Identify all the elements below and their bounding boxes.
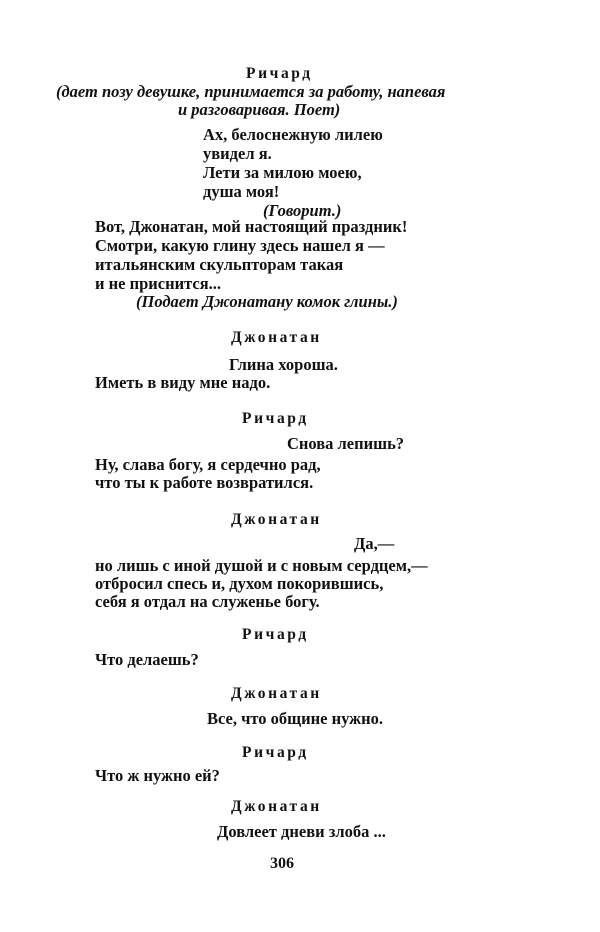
speech-line: но лишь с иной душой и с новым сердцем,— bbox=[95, 556, 428, 575]
speaker-name: Ричард bbox=[246, 65, 313, 82]
stage-direction: (дает позу девушке, принимается за работу, напевая bbox=[56, 82, 446, 101]
speech-line: итальянским скульпторам такая bbox=[95, 255, 344, 274]
speech-line: Что делаешь? bbox=[95, 650, 199, 669]
verse-line: душа моя! bbox=[203, 182, 280, 201]
speech-line: Глина хороша. bbox=[229, 355, 338, 374]
speaker-name: Ричард bbox=[242, 410, 309, 427]
page-number: 306 bbox=[270, 855, 294, 872]
speaker-name: Джонатан bbox=[231, 511, 322, 528]
speech-line: Что ж нужно ей? bbox=[95, 766, 220, 785]
verse-line: увидел я. bbox=[203, 144, 272, 163]
speech-line: и не приснится... bbox=[95, 274, 222, 293]
speech-line: Снова лепишь? bbox=[287, 434, 405, 453]
verse-line: Ах, белоснежную лилею bbox=[203, 125, 383, 144]
stage-direction: и разговаривая. Поет) bbox=[178, 100, 341, 119]
speaker-name: Ричард bbox=[242, 744, 309, 761]
speech-line: Все, что общине нужно. bbox=[207, 709, 383, 728]
speech-line: Ну, слава богу, я сердечно рад, bbox=[95, 455, 321, 474]
speaker-name: Джонатан bbox=[231, 685, 322, 702]
speaker-name: Джонатан bbox=[231, 798, 322, 815]
speech-line: отбросил спесь и, духом покорившись, bbox=[95, 574, 384, 593]
speech-line: Вот, Джонатан, мой настоящий праздник! bbox=[95, 217, 408, 236]
speech-line: себя я отдал на служенье богу. bbox=[95, 592, 320, 611]
stage-direction: (Подает Джонатану комок глины.) bbox=[136, 292, 398, 311]
verse-line: Лети за милою моею, bbox=[203, 163, 362, 182]
speech-line: Да,— bbox=[354, 534, 395, 553]
speaker-name: Джонатан bbox=[231, 329, 322, 346]
speech-line: Смотри, какую глину здесь нашел я — bbox=[95, 236, 385, 255]
speech-line: Иметь в виду мне надо. bbox=[95, 373, 271, 392]
speech-line: что ты к работе возвратился. bbox=[95, 473, 314, 492]
stage-direction: (Говорит.) bbox=[263, 201, 342, 220]
speech-line: Довлеет дневи злоба ... bbox=[217, 822, 386, 841]
speaker-name: Ричард bbox=[242, 626, 309, 643]
